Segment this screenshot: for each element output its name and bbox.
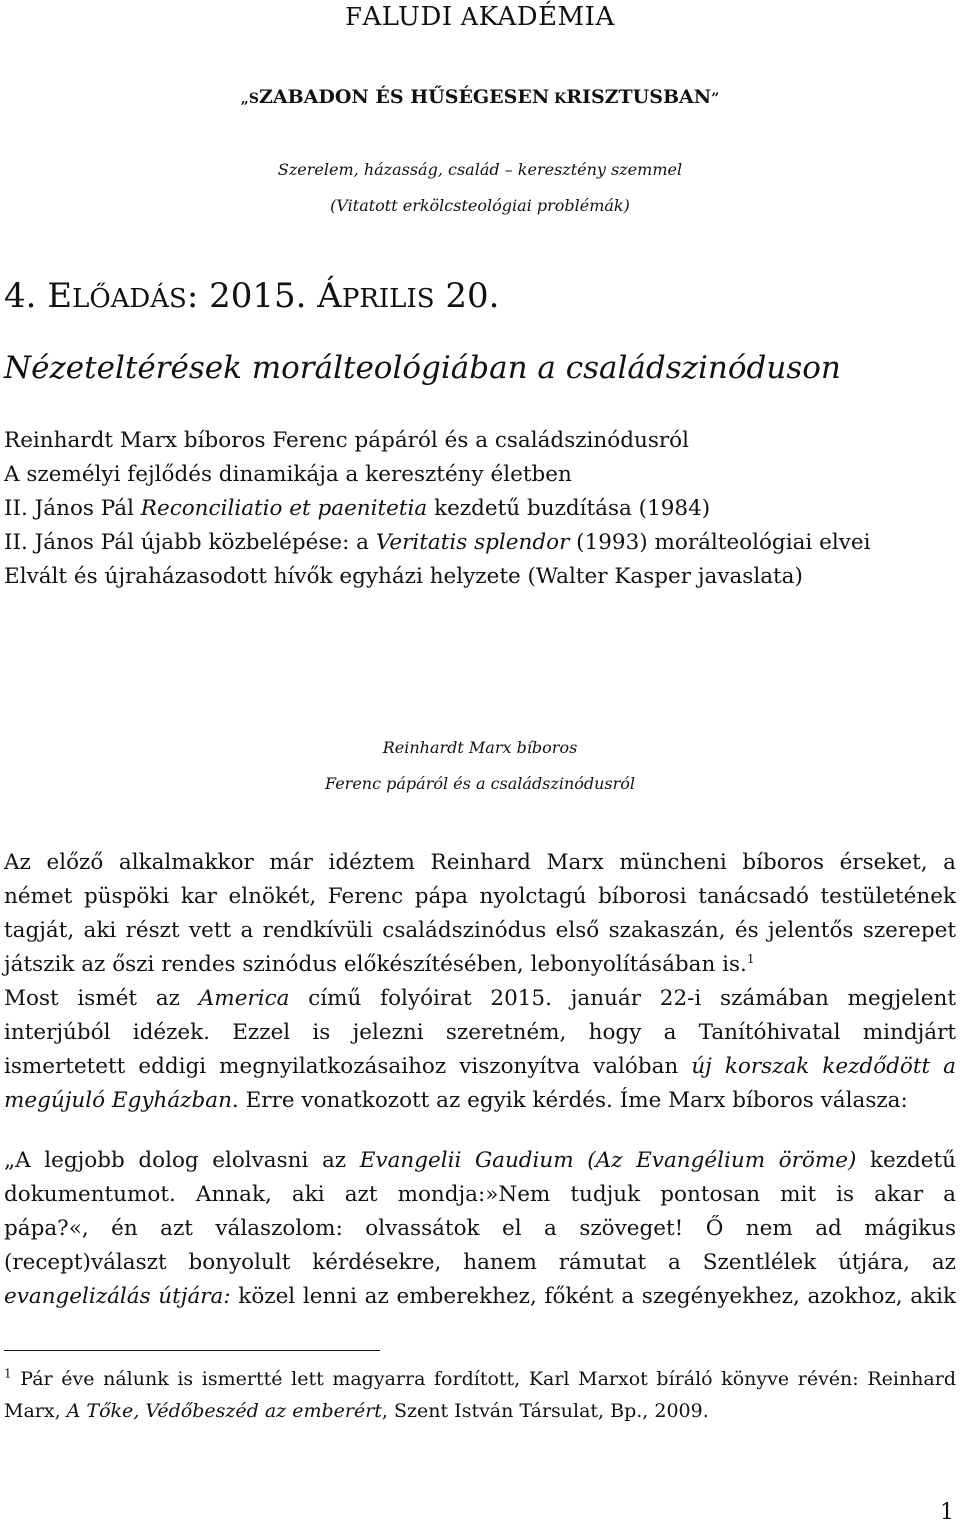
lecture-heading: 4. ELŐADÁS: 2015. ÁPRILIS 20. <box>4 276 500 316</box>
quote-line: (recept)választ bonyolult kérdésekre, hanem rámutat a Szentlélek útjára, az <box>4 1250 956 1275</box>
section-title: Nézeteltérések morálteológiában a családszinóduson <box>4 350 841 386</box>
footnote-mark: 1 <box>4 1366 12 1381</box>
para2-line: interjúból idézek. Ezzel is jelezni szeretném, hogy a Tanítóhivatal mindjárt <box>4 1020 956 1045</box>
para2-line: megújuló Egyházban. Erre vonatkozott az egyik kérdés. Íme Marx bíboros válasza: <box>4 1088 908 1113</box>
quote-line: dokumentumot. Annak, aki azt mondja:»Nem tudjuk pontosan mit is akar a <box>4 1182 956 1207</box>
quote-line: evangelizálás útjára: közel lenni az emberekhez, főként a szegényekhez, azokhoz, akik <box>4 1284 956 1309</box>
footnote-separator <box>4 1350 380 1351</box>
para2-line: ismertetett eddigi megnyilatkozásaihoz viszonyítva valóban új korszak kezdődött a <box>4 1054 956 1079</box>
toc-item-4: II. János Pál újabb közbelépése: a Veritatis splendor (1993) morálteológiai elvei <box>4 530 871 555</box>
para1-line: német püspöki kar elnökét, Ferenc pápa nyolctagú bíborosi tanácsadó testületének <box>4 884 956 909</box>
toc-item-2: A személyi fejlődés dinamikája a keresztény életben <box>4 462 572 487</box>
para2-line: Most ismét az America című folyóirat 2015. január 22-i számában megjelent <box>4 986 956 1011</box>
para1-line: Az előző alkalmakkor már idéztem Reinhard Marx müncheni bíboros érseket, a <box>4 850 956 875</box>
series-subtitle-line2: (Vitatott erkölcsteológiai problémák) <box>330 196 630 215</box>
footnote-line: $^1$ Pár éve nálunk is ismertté lett magyarra fordított, Karl Marxot bíráló könyve révén: Reinhard <box>4 1366 956 1390</box>
section2-title-line2: Ferenc pápáról és a családszinódusról <box>324 774 636 793</box>
quote-line: pápa?«, én azt válaszolom: olvassátok el a szöveget! Ő nem ad mágikus <box>4 1216 956 1241</box>
toc-item-3: II. János Pál Reconciliatio et paenitetia kezdetű buzdítása (1984) <box>4 496 711 521</box>
toc-item-5: Elvált és újraházasodott hívők egyházi helyzete (Walter Kasper javaslata) <box>4 564 803 589</box>
series-subtitle-line1: Szerelem, házasság, család – keresztény szemmel <box>277 160 683 179</box>
footnote-line: Marx, A Tőke, Védőbeszéd az emberért, Szent István Társulat, Bp., 2009. <box>4 1400 709 1422</box>
quote-line: „A legjobb dolog elolvasni az Evangelii Gaudium (Az Evangélium öröme) kezdetű <box>4 1148 956 1173</box>
toc-item-1: Reinhardt Marx bíboros Ferenc pápáról és a családszinódusról <box>4 428 689 453</box>
section2-title-line1: Reinhardt Marx bíboros <box>382 738 578 757</box>
footnote-reference: 1 <box>746 951 755 966</box>
institution-header: FALUDI AKADÉMIA <box>345 2 615 32</box>
series-motto: „SZABADON ÉS HŰSÉGESEN KRISZTUSBAN” <box>240 86 720 108</box>
para1-line: tagját, aki részt vett a rendkívüli családszinódus első szakaszán, és jelentős szerepet <box>4 918 956 943</box>
page-number: 1 <box>940 1500 954 1525</box>
para1-line: játszik az őszi rendes szinódus előkészítésében, lebonyolításában is.$^1$ <box>4 951 755 977</box>
